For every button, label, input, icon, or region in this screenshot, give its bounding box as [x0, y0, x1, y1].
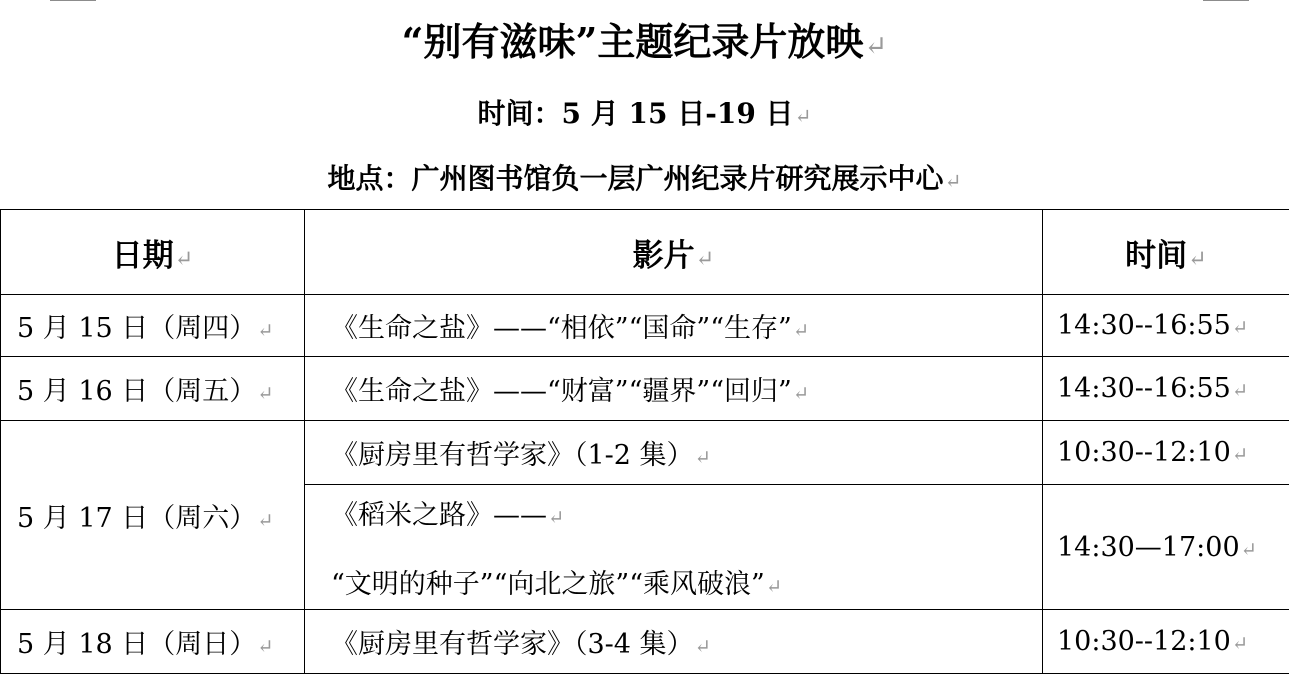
film-cell	[305, 610, 1043, 674]
paragraph-mark-icon: ↵	[1231, 379, 1249, 402]
paragraph-mark-icon: ↵	[944, 169, 962, 193]
paragraph-mark-icon: ↵	[174, 245, 194, 272]
header-time	[1043, 210, 1289, 295]
date-cell	[1, 357, 305, 421]
screening-place-text: 地点：广州图书馆负一层广州纪录片研究展示中心	[327, 162, 944, 195]
paragraph-mark-icon: ↵	[257, 319, 274, 342]
header-date-label: 日期	[111, 237, 174, 274]
film-text: 《厨房里有哲学家》（3-4 集）	[331, 629, 694, 660]
film-text: 《生命之盐》——“相依”“国命”“生存”	[331, 313, 792, 344]
screening-schedule-table	[0, 209, 1289, 674]
table-header-row	[1, 210, 1289, 295]
header-film-label: 影片	[632, 237, 695, 274]
film-cell	[305, 295, 1043, 357]
film-cell	[305, 357, 1043, 421]
time-cell	[1043, 295, 1289, 357]
paragraph-mark-icon: ↵	[765, 575, 783, 598]
paragraph-mark-icon: ↵	[1231, 632, 1249, 655]
paragraph-mark-icon: ↵	[257, 382, 274, 405]
film-text-line2-wrap	[331, 562, 1042, 601]
table-row	[1, 295, 1289, 357]
table-row	[1, 421, 1289, 485]
film-cell	[305, 485, 1043, 610]
paragraph-mark-icon: ↵	[1188, 245, 1207, 272]
time-text: 14:30—17:00	[1057, 531, 1240, 563]
paragraph-mark-icon: ↵	[792, 319, 810, 342]
date-text: 5 月 18 日（周日）	[17, 629, 257, 660]
page-corner-mark-left	[50, 0, 96, 1]
film-text-line2: “文明的种子”“向北之旅”“乘风破浪”	[331, 569, 765, 600]
film-text-line1: 《稻米之路》——	[331, 500, 547, 531]
document-title	[0, 16, 1289, 73]
paragraph-mark-icon: ↵	[1231, 316, 1249, 339]
time-text: 10:30--12:10	[1057, 437, 1231, 468]
screening-place-line	[0, 160, 1289, 200]
time-cell	[1043, 357, 1289, 421]
date-text: 5 月 16 日（周五）	[17, 376, 257, 407]
paragraph-mark-icon: ↵	[1240, 537, 1257, 561]
header-film	[305, 210, 1043, 295]
paragraph-mark-icon: ↵	[794, 104, 812, 128]
header-time-label: 时间	[1125, 237, 1188, 274]
table-row	[1, 610, 1289, 674]
time-cell	[1043, 421, 1289, 485]
paragraph-mark-icon: ↵	[864, 31, 888, 62]
paragraph-mark-icon: ↵	[792, 382, 810, 405]
film-cell	[305, 421, 1043, 485]
time-cell	[1043, 485, 1289, 610]
time-text: 14:30--16:55	[1057, 373, 1231, 404]
time-text: 10:30--12:10	[1057, 626, 1231, 657]
document-title-text: “别有滋味”主题纪录片放映	[401, 19, 864, 64]
film-text: 《厨房里有哲学家》（1-2 集）	[331, 440, 694, 471]
date-cell	[1, 295, 305, 357]
time-text: 14:30--16:55	[1057, 310, 1231, 341]
film-text: 《生命之盐》——“财富”“疆界”“回归”	[331, 376, 792, 407]
paragraph-mark-icon: ↵	[695, 245, 715, 272]
date-text: 5 月 15 日（周四）	[17, 313, 257, 344]
paragraph-mark-icon: ↵	[257, 508, 274, 532]
date-cell	[1, 421, 305, 610]
paragraph-mark-icon: ↵	[1231, 443, 1249, 466]
screening-time-line	[0, 95, 1289, 135]
paragraph-mark-icon: ↵	[548, 506, 565, 529]
paragraph-mark-icon: ↵	[257, 635, 274, 658]
paragraph-mark-icon: ↵	[694, 635, 711, 658]
header-date	[1, 210, 305, 295]
table-row	[1, 357, 1289, 421]
time-cell	[1043, 610, 1289, 674]
date-text: 5 月 17 日（周六）	[17, 502, 257, 534]
paragraph-mark-icon: ↵	[694, 446, 711, 469]
page-corner-mark-right	[1203, 0, 1249, 1]
screening-time-text: 时间：5 月 15 日-19 日	[477, 97, 794, 130]
date-cell	[1, 610, 305, 674]
